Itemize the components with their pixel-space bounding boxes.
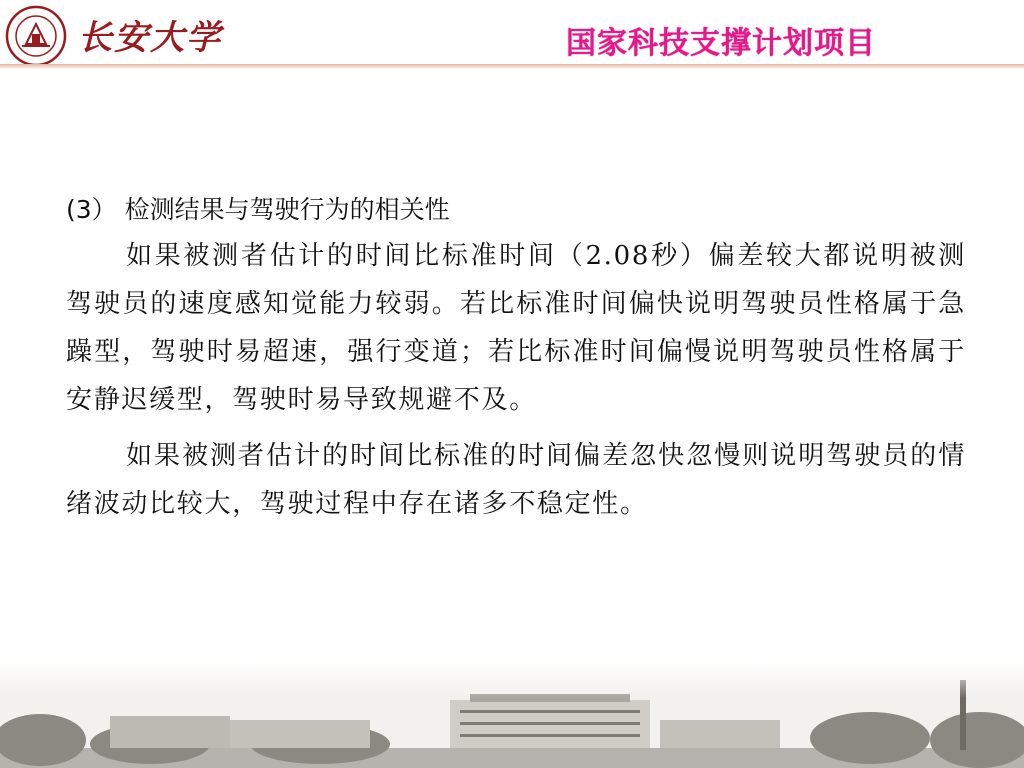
section-heading: (3） 检测结果与驾驶行为的相关性 (66, 195, 450, 224)
project-title: 国家科技支撑计划项目 (566, 26, 876, 61)
paragraph-2: 如果被测者估计的时间比标准的时间偏差忽快忽慢则说明驾驶员的情绪波动比较大，驾驶过程中存在诸多不稳定性。 (66, 441, 966, 519)
paragraph-1: 如果被测者估计的时间比标准时间（2.08秒）偏差较大都说明被测驾驶员的速度感知觉能力较弱。若比标准时间偏快说明驾驶员性格属于急躁型，驾驶时易超速，强行变道；若比标准时间偏慢说明驾驶员性格属于安静迟缓型，驾驶时易导致规避不及。 (66, 241, 966, 415)
slide-body (66, 188, 966, 528)
university-name-logo: 长安大学 (78, 18, 222, 58)
university-seal-logo (4, 4, 68, 68)
campus-building-footer-image (0, 660, 1024, 768)
slide-header (0, 0, 1024, 66)
header-divider (0, 64, 1024, 69)
